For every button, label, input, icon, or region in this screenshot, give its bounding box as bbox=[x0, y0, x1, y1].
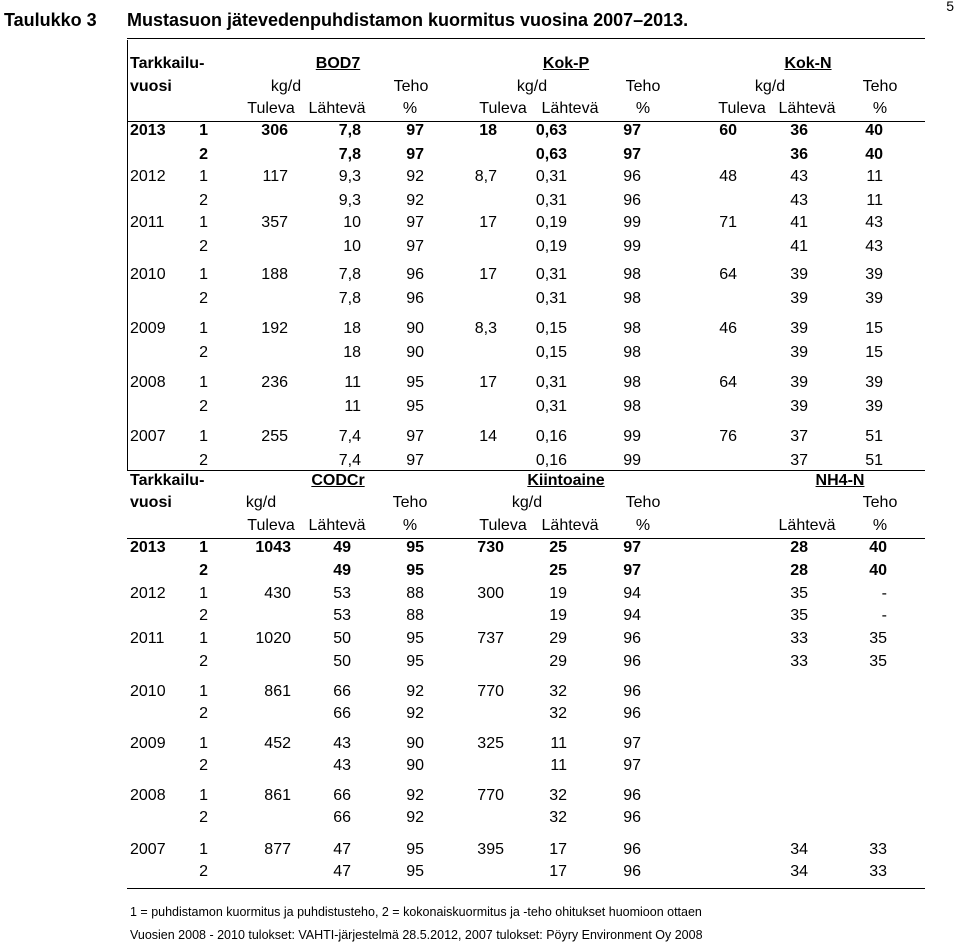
cell-kokp-tuleva: 14 bbox=[479, 428, 497, 445]
cell-nh4n-teho: 40 bbox=[869, 539, 887, 556]
cell-year: 2008 bbox=[130, 374, 166, 391]
cell-bod7-lahteva: 7,8 bbox=[338, 290, 361, 307]
cell-bod7-lahteva: 7,8 bbox=[338, 146, 361, 163]
cell-kiintoaine-lahteva: 32 bbox=[549, 705, 567, 722]
cell-bod7-lahteva: 11 bbox=[344, 398, 361, 415]
cell-kokn-teho: 39 bbox=[865, 290, 883, 307]
cell-bod7-teho: 90 bbox=[406, 320, 424, 337]
cell-kiintoaine-lahteva: 29 bbox=[549, 630, 567, 647]
cell-period: 2 bbox=[199, 607, 208, 624]
cell-codcr-tuleva: 861 bbox=[264, 683, 291, 700]
page-number: 5 bbox=[946, 0, 954, 14]
cell-period: 1 bbox=[199, 630, 208, 647]
subheader-lahteva: Lähtevä bbox=[541, 517, 599, 534]
cell-codcr-lahteva: 43 bbox=[333, 757, 351, 774]
cell-kokp-lahteva: 0,31 bbox=[535, 398, 567, 415]
cell-codcr-tuleva: 861 bbox=[264, 787, 291, 804]
cell-bod7-teho: 96 bbox=[406, 266, 424, 283]
cell-kokp-lahteva: 0,16 bbox=[535, 452, 567, 469]
bottom-rule bbox=[127, 888, 925, 889]
cell-nh4n-lahteva: 34 bbox=[790, 841, 808, 858]
cell-period: 1 bbox=[199, 841, 208, 858]
unit-kgd: kg/d bbox=[245, 494, 277, 511]
table-title: Mustasuon jätevedenpuhdistamon kuormitus vuosina 2007–2013. bbox=[127, 10, 689, 30]
cell-kokp-lahteva: 0,19 bbox=[535, 214, 567, 231]
cell-kiintoaine-teho: 97 bbox=[623, 735, 641, 752]
cell-period: 1 bbox=[199, 168, 208, 185]
cell-kokn-tuleva: 64 bbox=[719, 266, 737, 283]
footnote-sources: Vuosien 2008 - 2010 tulokset: VAHTI-järjestelmä 28.5.2012, 2007 tulokset: Pöyry Environment Oy 2008 bbox=[130, 928, 703, 942]
cell-codcr-lahteva: 47 bbox=[333, 863, 351, 880]
cell-kokp-teho: 99 bbox=[623, 428, 641, 445]
subheader-pct: % bbox=[402, 100, 418, 117]
cell-kiintoaine-teho: 96 bbox=[623, 841, 641, 858]
header-tarkkailu: Tarkkailu- bbox=[130, 472, 205, 489]
unit-kgd: kg/d bbox=[511, 494, 543, 511]
unit-teho: Teho bbox=[862, 494, 898, 511]
cell-kokp-lahteva: 0,16 bbox=[535, 428, 567, 445]
cell-kiintoaine-lahteva: 32 bbox=[549, 787, 567, 804]
cell-codcr-teho: 92 bbox=[406, 809, 424, 826]
cell-codcr-lahteva: 43 bbox=[333, 735, 351, 752]
cell-codcr-tuleva: 1020 bbox=[255, 630, 291, 647]
subheader-tuleva: Tuleva bbox=[479, 100, 527, 117]
cell-kokn-lahteva: 36 bbox=[790, 122, 808, 139]
cell-bod7-teho: 97 bbox=[406, 122, 424, 139]
cell-codcr-lahteva: 50 bbox=[333, 653, 351, 670]
cell-kokp-teho: 98 bbox=[623, 398, 641, 415]
cell-year: 2012 bbox=[130, 168, 166, 185]
cell-period: 2 bbox=[199, 290, 208, 307]
cell-nh4n-teho: - bbox=[881, 607, 887, 624]
cell-kiintoaine-teho: 96 bbox=[623, 705, 641, 722]
cell-period: 2 bbox=[199, 757, 208, 774]
cell-kokp-lahteva: 0,31 bbox=[535, 168, 567, 185]
cell-codcr-teho: 95 bbox=[406, 562, 424, 579]
left-rule bbox=[127, 40, 128, 470]
cell-kokp-tuleva: 17 bbox=[479, 266, 497, 283]
cell-kokn-teho: 15 bbox=[865, 344, 883, 361]
cell-period: 1 bbox=[199, 539, 208, 556]
cell-kokp-lahteva: 0,15 bbox=[535, 320, 567, 337]
cell-kokn-lahteva: 41 bbox=[790, 214, 808, 231]
group-header-nh4-n: NH4-N bbox=[815, 472, 865, 489]
cell-period: 2 bbox=[199, 238, 208, 255]
cell-year: 2009 bbox=[130, 320, 166, 337]
cell-codcr-lahteva: 49 bbox=[333, 539, 351, 556]
cell-nh4n-lahteva: 34 bbox=[790, 863, 808, 880]
cell-period: 1 bbox=[199, 585, 208, 602]
cell-kiintoaine-teho: 96 bbox=[623, 683, 641, 700]
cell-period: 1 bbox=[199, 214, 208, 231]
cell-year: 2012 bbox=[130, 585, 166, 602]
cell-codcr-teho: 88 bbox=[406, 585, 424, 602]
cell-codcr-lahteva: 53 bbox=[333, 607, 351, 624]
cell-period: 2 bbox=[199, 705, 208, 722]
cell-bod7-teho: 95 bbox=[406, 398, 424, 415]
cell-bod7-tuleva: 188 bbox=[261, 266, 288, 283]
cell-kiintoaine-teho: 97 bbox=[623, 539, 641, 556]
cell-nh4n-teho: 35 bbox=[869, 630, 887, 647]
cell-bod7-teho: 97 bbox=[406, 214, 424, 231]
cell-kokp-lahteva: 0,31 bbox=[535, 290, 567, 307]
cell-kokn-lahteva: 37 bbox=[790, 428, 808, 445]
cell-period: 2 bbox=[199, 809, 208, 826]
cell-codcr-teho: 95 bbox=[406, 863, 424, 880]
cell-kokn-lahteva: 39 bbox=[790, 266, 808, 283]
cell-codcr-lahteva: 49 bbox=[333, 562, 351, 579]
subheader-lahteva: Lähtevä bbox=[778, 100, 836, 117]
cell-codcr-lahteva: 66 bbox=[333, 787, 351, 804]
cell-kiintoaine-lahteva: 32 bbox=[549, 683, 567, 700]
cell-period: 1 bbox=[199, 787, 208, 804]
cell-kiintoaine-lahteva: 19 bbox=[549, 585, 567, 602]
cell-kokp-teho: 99 bbox=[623, 214, 641, 231]
cell-kiintoaine-tuleva: 737 bbox=[477, 630, 504, 647]
cell-kiintoaine-lahteva: 19 bbox=[549, 607, 567, 624]
cell-kokp-teho: 99 bbox=[623, 452, 641, 469]
cell-nh4n-teho: 35 bbox=[869, 653, 887, 670]
unit-kgd: kg/d bbox=[516, 78, 548, 95]
cell-kokp-teho: 98 bbox=[623, 320, 641, 337]
subheader-pct: % bbox=[635, 100, 651, 117]
cell-bod7-lahteva: 18 bbox=[343, 344, 361, 361]
subheader-tuleva: Tuleva bbox=[247, 517, 295, 534]
cell-nh4n-lahteva: 35 bbox=[790, 585, 808, 602]
cell-kokp-tuleva: 8,7 bbox=[474, 168, 497, 185]
cell-codcr-teho: 92 bbox=[406, 787, 424, 804]
cell-kiintoaine-teho: 96 bbox=[623, 653, 641, 670]
cell-kokn-tuleva: 76 bbox=[719, 428, 737, 445]
cell-bod7-tuleva: 192 bbox=[261, 320, 288, 337]
cell-bod7-teho: 92 bbox=[406, 192, 424, 209]
cell-kiintoaine-teho: 94 bbox=[623, 585, 641, 602]
cell-codcr-lahteva: 66 bbox=[333, 809, 351, 826]
cell-period: 1 bbox=[199, 122, 208, 139]
cell-bod7-lahteva: 18 bbox=[343, 320, 361, 337]
cell-kiintoaine-tuleva: 770 bbox=[477, 683, 504, 700]
cell-kokn-teho: 11 bbox=[866, 192, 883, 209]
cell-kokp-tuleva: 18 bbox=[479, 122, 497, 139]
subheader-lahteva: Lähtevä bbox=[308, 100, 366, 117]
cell-bod7-lahteva: 10 bbox=[343, 238, 361, 255]
cell-period: 2 bbox=[199, 452, 208, 469]
group-header-kok-n: Kok-N bbox=[784, 55, 832, 72]
cell-nh4n-lahteva: 33 bbox=[790, 653, 808, 670]
cell-kokn-teho: 39 bbox=[865, 374, 883, 391]
cell-bod7-lahteva: 9,3 bbox=[338, 192, 361, 209]
cell-year: 2010 bbox=[130, 266, 166, 283]
cell-period: 1 bbox=[199, 735, 208, 752]
cell-kokn-lahteva: 39 bbox=[790, 290, 808, 307]
cell-kokn-lahteva: 36 bbox=[790, 146, 808, 163]
cell-kokn-teho: 51 bbox=[865, 428, 883, 445]
cell-nh4n-lahteva: 33 bbox=[790, 630, 808, 647]
cell-period: 2 bbox=[199, 863, 208, 880]
cell-kokp-lahteva: 0,31 bbox=[535, 266, 567, 283]
cell-kiintoaine-teho: 97 bbox=[623, 562, 641, 579]
cell-kiintoaine-lahteva: 29 bbox=[549, 653, 567, 670]
cell-nh4n-teho: 33 bbox=[869, 863, 887, 880]
cell-nh4n-lahteva: 35 bbox=[790, 607, 808, 624]
table-label: Taulukko 3 bbox=[4, 10, 97, 30]
cell-nh4n-teho: 33 bbox=[869, 841, 887, 858]
cell-bod7-teho: 96 bbox=[406, 290, 424, 307]
cell-kiintoaine-lahteva: 17 bbox=[549, 863, 567, 880]
cell-kokn-lahteva: 41 bbox=[790, 238, 808, 255]
cell-kokp-teho: 98 bbox=[623, 374, 641, 391]
cell-kokp-lahteva: 0,31 bbox=[535, 192, 567, 209]
cell-bod7-tuleva: 255 bbox=[261, 428, 288, 445]
cell-kokp-tuleva: 17 bbox=[479, 374, 497, 391]
subheader-pct: % bbox=[872, 517, 888, 534]
cell-bod7-teho: 97 bbox=[406, 428, 424, 445]
cell-kokn-teho: 40 bbox=[865, 146, 883, 163]
cell-codcr-lahteva: 66 bbox=[333, 683, 351, 700]
group-header-bod7: BOD7 bbox=[315, 55, 361, 72]
unit-teho: Teho bbox=[392, 494, 428, 511]
subheader-lahteva: Lähtevä bbox=[308, 517, 366, 534]
cell-bod7-lahteva: 9,3 bbox=[338, 168, 361, 185]
cell-bod7-teho: 92 bbox=[406, 168, 424, 185]
cell-kokn-lahteva: 37 bbox=[790, 452, 808, 469]
cell-kokn-teho: 40 bbox=[865, 122, 883, 139]
cell-nh4n-teho: 40 bbox=[869, 562, 887, 579]
cell-kiintoaine-lahteva: 25 bbox=[549, 562, 567, 579]
cell-year: 2007 bbox=[130, 428, 166, 445]
cell-kokn-teho: 15 bbox=[865, 320, 883, 337]
cell-nh4n-lahteva: 28 bbox=[790, 539, 808, 556]
cell-kiintoaine-teho: 96 bbox=[623, 630, 641, 647]
cell-year: 2008 bbox=[130, 787, 166, 804]
group-header-codcr: CODCr bbox=[311, 472, 365, 489]
cell-kokp-lahteva: 0,31 bbox=[535, 374, 567, 391]
cell-kokp-teho: 96 bbox=[623, 168, 641, 185]
cell-period: 2 bbox=[199, 653, 208, 670]
cell-codcr-lahteva: 53 bbox=[333, 585, 351, 602]
cell-kokp-lahteva: 0,63 bbox=[535, 146, 567, 163]
cell-kiintoaine-lahteva: 17 bbox=[549, 841, 567, 858]
cell-period: 2 bbox=[199, 344, 208, 361]
cell-period: 2 bbox=[199, 398, 208, 415]
unit-teho: Teho bbox=[393, 78, 429, 95]
group-header-kok-p: Kok-P bbox=[542, 55, 590, 72]
cell-codcr-teho: 95 bbox=[406, 841, 424, 858]
header-vuosi: vuosi bbox=[130, 494, 172, 511]
cell-kokn-tuleva: 64 bbox=[719, 374, 737, 391]
cell-kokn-lahteva: 43 bbox=[790, 168, 808, 185]
cell-kiintoaine-tuleva: 730 bbox=[477, 539, 504, 556]
cell-kokn-tuleva: 46 bbox=[719, 320, 737, 337]
cell-kokn-teho: 39 bbox=[865, 398, 883, 415]
cell-codcr-tuleva: 1043 bbox=[255, 539, 291, 556]
subheader-lahteva: Lähtevä bbox=[778, 517, 836, 534]
cell-bod7-lahteva: 10 bbox=[343, 214, 361, 231]
cell-kokn-lahteva: 39 bbox=[790, 374, 808, 391]
subheader-tuleva: Tuleva bbox=[718, 100, 766, 117]
cell-codcr-tuleva: 877 bbox=[264, 841, 291, 858]
unit-kgd: kg/d bbox=[270, 78, 302, 95]
cell-bod7-teho: 97 bbox=[406, 238, 424, 255]
cell-codcr-teho: 88 bbox=[406, 607, 424, 624]
cell-codcr-teho: 90 bbox=[406, 735, 424, 752]
cell-kokn-tuleva: 71 bbox=[719, 214, 737, 231]
unit-teho: Teho bbox=[862, 78, 898, 95]
cell-bod7-teho: 95 bbox=[406, 374, 424, 391]
cell-kokn-teho: 43 bbox=[865, 238, 883, 255]
cell-period: 2 bbox=[199, 192, 208, 209]
cell-year: 2009 bbox=[130, 735, 166, 752]
cell-year: 2007 bbox=[130, 841, 166, 858]
subheader-lahteva: Lähtevä bbox=[541, 100, 599, 117]
cell-year: 2011 bbox=[130, 214, 165, 231]
cell-kiintoaine-teho: 97 bbox=[623, 757, 641, 774]
cell-kokp-teho: 98 bbox=[623, 344, 641, 361]
cell-kiintoaine-teho: 96 bbox=[623, 787, 641, 804]
cell-codcr-teho: 95 bbox=[406, 539, 424, 556]
cell-bod7-tuleva: 306 bbox=[261, 122, 288, 139]
cell-kiintoaine-lahteva: 11 bbox=[550, 735, 567, 752]
cell-kokp-lahteva: 0,19 bbox=[535, 238, 567, 255]
cell-bod7-lahteva: 7,4 bbox=[338, 452, 361, 469]
cell-codcr-teho: 90 bbox=[406, 757, 424, 774]
cell-kokp-teho: 97 bbox=[623, 122, 641, 139]
cell-kiintoaine-tuleva: 325 bbox=[477, 735, 504, 752]
unit-teho: Teho bbox=[625, 78, 661, 95]
cell-codcr-tuleva: 430 bbox=[264, 585, 291, 602]
cell-kokn-teho: 39 bbox=[865, 266, 883, 283]
cell-kokp-teho: 99 bbox=[623, 238, 641, 255]
header-tarkkailu: Tarkkailu- bbox=[130, 55, 205, 72]
cell-period: 1 bbox=[199, 428, 208, 445]
cell-kokn-lahteva: 39 bbox=[790, 398, 808, 415]
cell-kokp-teho: 97 bbox=[623, 146, 641, 163]
unit-teho: Teho bbox=[625, 494, 661, 511]
cell-codcr-lahteva: 47 bbox=[333, 841, 351, 858]
cell-period: 1 bbox=[199, 374, 208, 391]
cell-kokn-teho: 11 bbox=[866, 168, 883, 185]
cell-period: 1 bbox=[199, 266, 208, 283]
cell-codcr-teho: 95 bbox=[406, 630, 424, 647]
unit-kgd: kg/d bbox=[754, 78, 786, 95]
subheader-pct: % bbox=[402, 517, 418, 534]
cell-kokn-teho: 51 bbox=[865, 452, 883, 469]
subheader-tuleva: Tuleva bbox=[479, 517, 527, 534]
header-vuosi: vuosi bbox=[130, 78, 172, 95]
cell-period: 2 bbox=[199, 146, 208, 163]
cell-kokp-teho: 98 bbox=[623, 266, 641, 283]
subheader-tuleva: Tuleva bbox=[247, 100, 295, 117]
cell-kokp-lahteva: 0,15 bbox=[535, 344, 567, 361]
cell-kiintoaine-lahteva: 32 bbox=[549, 809, 567, 826]
cell-year: 2011 bbox=[130, 630, 165, 647]
cell-kokp-teho: 96 bbox=[623, 192, 641, 209]
title-rule bbox=[127, 38, 925, 39]
cell-kiintoaine-teho: 96 bbox=[623, 863, 641, 880]
cell-codcr-teho: 95 bbox=[406, 653, 424, 670]
cell-kokp-teho: 98 bbox=[623, 290, 641, 307]
cell-bod7-tuleva: 117 bbox=[262, 168, 288, 185]
cell-kiintoaine-tuleva: 395 bbox=[477, 841, 504, 858]
cell-kokn-tuleva: 48 bbox=[719, 168, 737, 185]
group-header-kiintoaine: Kiintoaine bbox=[527, 472, 605, 489]
cell-bod7-teho: 97 bbox=[406, 452, 424, 469]
subheader-pct: % bbox=[872, 100, 888, 117]
cell-kiintoaine-lahteva: 11 bbox=[550, 757, 567, 774]
cell-codcr-tuleva: 452 bbox=[264, 735, 291, 752]
cell-kokn-lahteva: 43 bbox=[790, 192, 808, 209]
cell-codcr-lahteva: 66 bbox=[333, 705, 351, 722]
cell-kokn-tuleva: 60 bbox=[719, 122, 737, 139]
cell-codcr-lahteva: 50 bbox=[333, 630, 351, 647]
cell-year: 2013 bbox=[130, 539, 166, 556]
cell-kokn-lahteva: 39 bbox=[790, 344, 808, 361]
cell-kiintoaine-tuleva: 300 bbox=[477, 585, 504, 602]
cell-bod7-teho: 97 bbox=[406, 146, 424, 163]
cell-kiintoaine-teho: 94 bbox=[623, 607, 641, 624]
cell-kiintoaine-tuleva: 770 bbox=[477, 787, 504, 804]
cell-period: 2 bbox=[199, 562, 208, 579]
cell-bod7-tuleva: 357 bbox=[261, 214, 288, 231]
cell-kokp-lahteva: 0,63 bbox=[535, 122, 567, 139]
cell-bod7-lahteva: 7,8 bbox=[338, 266, 361, 283]
cell-bod7-lahteva: 7,8 bbox=[338, 122, 361, 139]
cell-period: 1 bbox=[199, 320, 208, 337]
cell-kokn-teho: 43 bbox=[865, 214, 883, 231]
subheader-pct: % bbox=[635, 517, 651, 534]
cell-kokn-lahteva: 39 bbox=[790, 320, 808, 337]
cell-year: 2013 bbox=[130, 122, 166, 139]
cell-kokp-tuleva: 17 bbox=[479, 214, 497, 231]
cell-nh4n-teho: - bbox=[881, 585, 887, 602]
cell-period: 1 bbox=[199, 683, 208, 700]
cell-bod7-teho: 90 bbox=[406, 344, 424, 361]
cell-bod7-lahteva: 7,4 bbox=[338, 428, 361, 445]
cell-year: 2010 bbox=[130, 683, 166, 700]
section-rule bbox=[127, 470, 925, 471]
cell-bod7-lahteva: 11 bbox=[344, 374, 361, 391]
footnote-explanation: 1 = puhdistamon kuormitus ja puhdistusteho, 2 = kokonaiskuormitus ja -teho ohitukset huomioon ottaen bbox=[130, 905, 702, 919]
cell-kokp-tuleva: 8,3 bbox=[474, 320, 497, 337]
cell-bod7-tuleva: 236 bbox=[261, 374, 288, 391]
cell-kiintoaine-lahteva: 25 bbox=[549, 539, 567, 556]
cell-codcr-teho: 92 bbox=[406, 683, 424, 700]
cell-nh4n-lahteva: 28 bbox=[790, 562, 808, 579]
cell-kiintoaine-teho: 96 bbox=[623, 809, 641, 826]
cell-codcr-teho: 92 bbox=[406, 705, 424, 722]
